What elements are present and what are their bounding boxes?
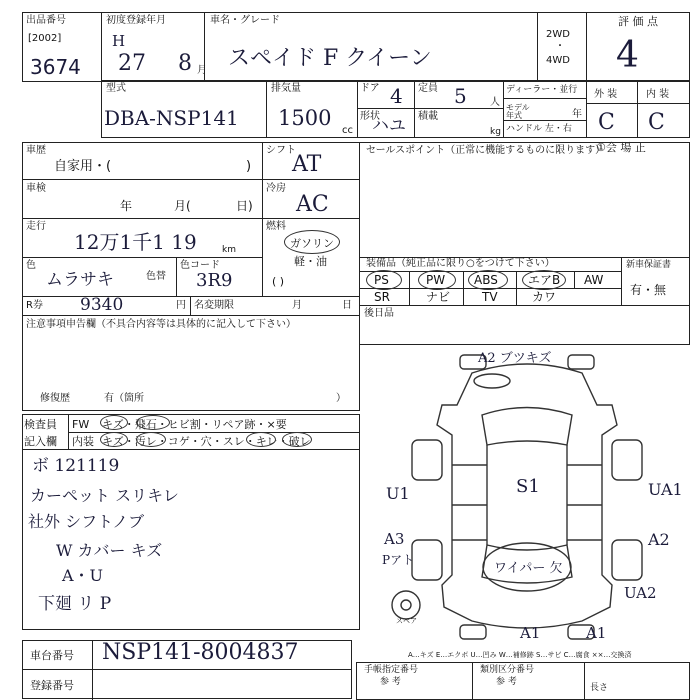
equip-col-2 xyxy=(463,271,464,306)
checker-label-2: 記入欄 xyxy=(24,435,57,448)
equip-airbag: エアB xyxy=(528,273,561,287)
damage-legend: A…キズ E…エクボ U…凹み W…補修跡 S…サビ C…腐食 ××…交換済 xyxy=(408,651,632,659)
reg-year: 27 xyxy=(118,51,146,76)
equipment-label: 装備品（純正品に限り○をつけて下さい） xyxy=(366,258,555,269)
color-code: 3R9 xyxy=(196,270,233,291)
inspection-year: 年 xyxy=(120,199,133,213)
equip-airbag-circle xyxy=(522,270,566,290)
lot-sub: [2002] xyxy=(28,33,62,44)
year-unit: 年 xyxy=(572,109,582,120)
sales-box xyxy=(359,142,690,258)
mark-wiper: ワイパー 欠 xyxy=(494,561,563,576)
color-tone-label: 色替 xyxy=(146,271,166,282)
checker-fw: FW xyxy=(72,418,90,431)
inspection-box xyxy=(22,179,263,219)
exterior-label: 外 装 xyxy=(594,89,618,100)
checker-interior: 内装 xyxy=(72,435,94,448)
equip-col-3 xyxy=(516,271,517,306)
in-sure-circle xyxy=(246,432,276,447)
hw-line-1: ボ 121119 xyxy=(32,456,120,476)
inspection-label: 車検 xyxy=(26,183,46,194)
name-change-day: 日 xyxy=(342,300,352,311)
fw-kizu-circle xyxy=(100,415,128,430)
sales-label: セールスポイント（正常に機能するものに限ります） xyxy=(366,145,606,156)
recycle-box xyxy=(22,296,360,316)
color-label: 色 xyxy=(26,260,36,271)
person-unit: 人 xyxy=(490,97,500,108)
recycle-value: 9340 xyxy=(80,295,124,315)
footer-col3: 長さ xyxy=(590,683,609,693)
equip-col-4 xyxy=(574,271,575,288)
car-damage-diagram xyxy=(362,345,690,650)
color-value: ムラサキ xyxy=(46,270,114,290)
equip-tv: TV xyxy=(482,290,498,304)
hw-line-3: 社外 シフトノブ xyxy=(28,512,145,531)
checker-row1-items: キズ・飛石・ヒビ割・リペア跡・×要 xyxy=(102,418,287,431)
fuel-gasoline-circle xyxy=(284,230,340,254)
interior-grade: C xyxy=(648,110,665,135)
inspection-month: 月( xyxy=(174,199,191,213)
mileage-label: 走行 xyxy=(26,221,46,232)
hw-line-2: カーペット スリキレ xyxy=(30,486,179,505)
mark-a1-right: A1 xyxy=(586,624,607,642)
equip-pw-circle xyxy=(418,270,456,290)
equip-abs-circle xyxy=(468,270,508,290)
cc-unit: cc xyxy=(342,125,353,136)
name-change-month: 月 xyxy=(292,300,302,311)
displacement-label: 排気量 xyxy=(271,83,301,94)
fuel-diesel: 軽・油 xyxy=(294,255,327,268)
in-kizu-circle xyxy=(100,432,128,447)
first-reg-label: 初度登録年月 xyxy=(106,15,166,26)
chassis-value: NSP141-8004837 xyxy=(102,640,299,665)
shape: ハユ xyxy=(372,116,406,136)
reg-month: 8 xyxy=(178,51,192,76)
equip-navi: ナビ xyxy=(426,290,451,304)
capacity-divider xyxy=(414,108,504,109)
load-label: 積載 xyxy=(418,111,438,122)
reg-label: 登録番号 xyxy=(30,679,74,692)
kg-unit: kg xyxy=(490,127,501,137)
reg-era: H xyxy=(112,32,126,50)
model-code-label: 型式 xyxy=(106,83,126,94)
in-yogore-circle xyxy=(136,432,166,447)
in-kire-circle xyxy=(282,432,312,447)
equip-aw: AW xyxy=(584,273,604,287)
mark-u1: U1 xyxy=(386,484,410,503)
capacity: 5 xyxy=(454,84,467,108)
recycle-unit: 円 xyxy=(176,300,186,311)
model-code: DBA-NSP141 xyxy=(104,106,239,130)
equip-ps: PS xyxy=(374,273,389,287)
spare-label: スペア xyxy=(396,617,417,625)
footer-col1-sub: 参 考 xyxy=(380,677,401,687)
name-change-label: 名変期限 xyxy=(194,300,234,311)
door-divider xyxy=(357,108,415,109)
equip-col-1 xyxy=(409,271,410,306)
footer-col1: 手帳指定番号 xyxy=(364,665,419,675)
dealer-label: ディーラー・並行 xyxy=(506,85,578,95)
mileage-value: 12万1千1 19 xyxy=(74,230,197,254)
exterior-grade: C xyxy=(598,110,615,135)
usage-label: 車歴 xyxy=(26,145,46,156)
mark-ua2: UA2 xyxy=(624,584,657,602)
model-name-label: 車名・グレード xyxy=(210,15,280,26)
mark-a3: A3 xyxy=(384,530,405,548)
footer-col2-sub: 参 考 xyxy=(496,677,517,687)
mark-s1: S1 xyxy=(516,476,540,497)
drive-2wd: 2WD xyxy=(546,29,570,40)
recycle-label: R券 xyxy=(26,300,43,311)
mark-ua1: UA1 xyxy=(648,480,683,499)
mileage-unit: km xyxy=(222,245,236,255)
usage-value: 自家用・( xyxy=(54,159,112,174)
footer-split-2 xyxy=(584,662,585,700)
after-items-box xyxy=(359,305,690,345)
model-name: スペイド F クイーン xyxy=(228,46,432,71)
warranty-value: 有・無 xyxy=(630,283,667,297)
lot-number: 3674 xyxy=(30,55,81,79)
after-items-label: 後日品 xyxy=(364,308,394,319)
fuel-paren: ( ) xyxy=(272,275,285,288)
drive-dot: ・ xyxy=(555,41,565,52)
shift-value: AT xyxy=(292,152,322,177)
displacement: 1500 xyxy=(278,106,332,130)
lot-label: 出品番号 xyxy=(26,15,66,26)
repair-close: ） xyxy=(336,393,346,404)
aircon-label: 冷房 xyxy=(266,183,286,194)
reg-month-unit: 月 xyxy=(197,65,207,76)
grade-split xyxy=(637,80,638,138)
checker-label-1: 検査員 xyxy=(24,418,57,431)
usage-close: ) xyxy=(246,159,252,174)
grade-divider xyxy=(586,103,690,104)
capacity-label: 定員 xyxy=(418,83,438,94)
equip-ps-circle xyxy=(366,270,402,290)
warranty-label: 新車保証書 xyxy=(626,260,672,270)
hw-line-6: 下廻 リ P xyxy=(38,594,112,614)
door-label: ドア xyxy=(360,83,380,94)
shape-label: 形状 xyxy=(360,111,380,122)
venue-label: ①会 場 正 xyxy=(596,141,646,154)
shift-label: シフト xyxy=(266,145,296,156)
recycle-split xyxy=(190,296,191,316)
mark-a2-top: A2 ブツキズ xyxy=(478,351,552,366)
color-code-label: 色コード xyxy=(180,260,220,271)
equip-sr: SR xyxy=(374,290,390,304)
checker-row2-items: キズ・汚レ・コゲ・穴・スレ・キレ・破レ xyxy=(102,435,311,448)
fuel-label: 燃料 xyxy=(266,221,286,232)
notes-label: 注意事項申告欄（不具合内容等は具体的に記入して下さい） xyxy=(26,319,296,330)
repair-label: 修復歴 xyxy=(40,393,70,404)
handle-label: ハンドル 左・右 xyxy=(506,124,572,134)
score-value: 4 xyxy=(616,35,639,76)
repair-value: 有（箇所 xyxy=(104,393,144,404)
inspection-day: 日) xyxy=(236,199,253,213)
equip-pw: PW xyxy=(426,273,446,287)
mark-a1-left: A1 xyxy=(520,624,541,642)
chassis-label: 車台番号 xyxy=(30,649,74,662)
dealer-divider-2 xyxy=(503,120,587,121)
fuel-gasoline: ガソリン xyxy=(290,237,334,250)
aircon-value: AC xyxy=(296,192,329,217)
color-split xyxy=(176,257,177,297)
footer-col2: 類別区分番号 xyxy=(480,665,535,675)
hw-line-4: W カバー キズ xyxy=(56,541,163,560)
fw-tobi-circle xyxy=(136,415,170,430)
score-label: 評 価 点 xyxy=(618,15,658,28)
drive-4wd: 4WD xyxy=(546,55,570,66)
mark-p-ato: Pアト xyxy=(382,553,415,567)
doors: 4 xyxy=(390,84,403,108)
mark-a2-right: A2 xyxy=(648,530,670,549)
dealer-divider xyxy=(503,98,587,99)
footer-split-1 xyxy=(472,662,473,700)
equip-abs: ABS xyxy=(474,273,498,287)
interior-label: 内 装 xyxy=(646,89,670,100)
model-year-label: モデル年式 xyxy=(506,103,530,120)
hw-line-5: A・U xyxy=(62,566,104,585)
equip-leather: カワ xyxy=(532,290,557,304)
